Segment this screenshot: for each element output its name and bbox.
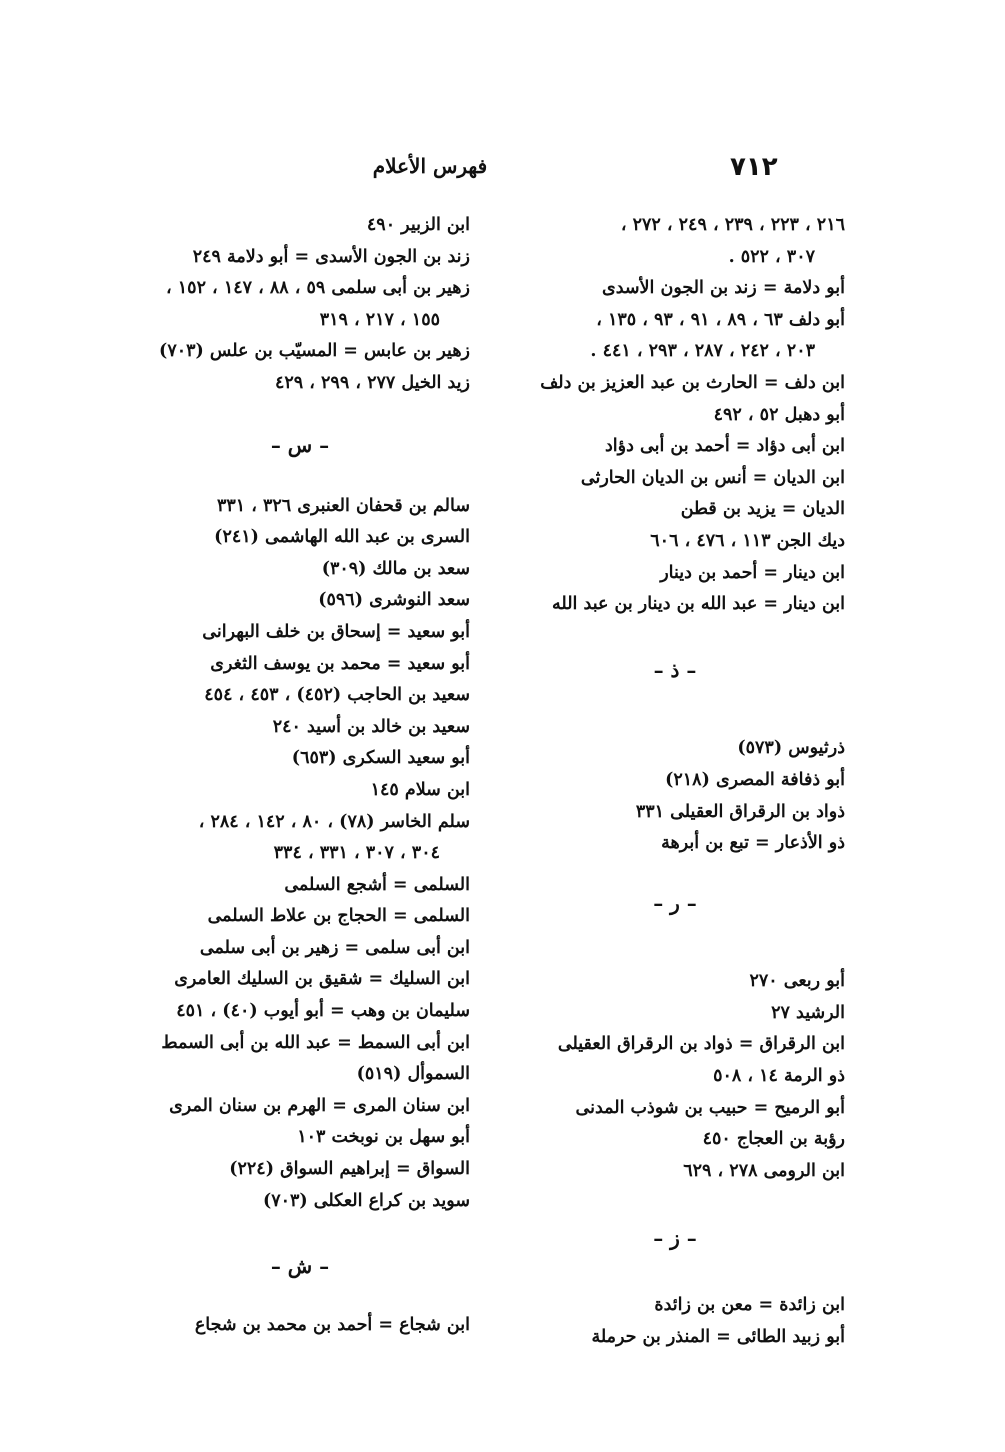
index-entry: السلمى = الحجاج بن علاط السلمى [207,906,470,927]
index-entry: سليمان بن وهب = أبو أيوب (٤٠) ، ٤٥١ [176,1001,470,1022]
page-header [0,152,1005,192]
index-entry: ابن دينار = عبد الله بن دينار بن عبد الله [552,594,845,615]
index-entry: ابن زائدة = معن بن زائدة [654,1295,845,1316]
index-entry-continuation: ٣٠٧ ، ٥٢٢ . [728,246,815,267]
index-column-left [130,210,470,1342]
index-entry: أبو الرميح = حبيب بن شوذب المدنى [575,1097,845,1118]
index-entry: ابن دلف = الحارث بن عبد العزيز بن دلف [540,372,845,393]
section-heading-shin: – ش – [270,1254,330,1279]
index-entry: ابن السليك = شقيق بن السليك العامرى [174,969,470,990]
index-entry-continuation: ٢٠٣ ، ٢٤٢ ، ٢٨٧ ، ٢٩٣ ، ٤٤١ . [590,341,815,362]
index-entry: سلم الخاسر (٧٨) ، ٨٠ ، ١٤٢ ، ٢٨٤ ، [198,811,470,832]
index-entry: أبو سعيد السكرى (٦٥٣) [291,748,470,769]
section-heading-sin: – س – [270,432,330,457]
index-entry: ابن الديان = أنس بن الديان الحارثى [580,467,845,488]
section-heading-ra: – ر – [653,890,697,915]
index-entry: سالم بن قحفان العنبرى ٣٢٦ ، ٣٣١ [216,495,470,516]
index-entry: ابن دينار = أحمد بن دينار [660,562,845,583]
index-entry: زهير بن أبى سلمى ٥٩ ، ٨٨ ، ١٤٧ ، ١٥٢ ، [166,278,470,299]
index-entry: سويد بن كراع العكلى (٧٠٣) [262,1190,470,1211]
index-entry: ابن أبى سلمى = زهير بن أبى سلمى [199,937,470,958]
index-entry: ذو الأذعار = تبع بن أبرهة [661,833,845,854]
page-number: ٧١٢ [730,152,778,182]
index-entry: أبو دلامة = زند بن الجون الأسدى [602,278,845,299]
index-entry: سعيد بن الحاجب (٤٥٢) ، ٤٥٣ ، ٤٥٤ [204,685,470,706]
index-entry: أبو دهبل ٥٢ ، ٤٩٢ [713,404,845,425]
index-entry: ابن أبى دؤاد = أحمد بن أبى دؤاد [605,436,845,457]
index-entry: زيد الخيل ٢٧٧ ، ٢٩٩ ، ٤٢٩ [274,372,470,393]
index-entry: أبو سعيد = إسحاق بن خلف البهرانى [202,621,470,642]
index-entry: أبو دلف ٦٣ ، ٨٩ ، ٩١ ، ٩٣ ، ١٣٥ ، [596,309,845,330]
index-entry: ابن شجاع = أحمد بن محمد بن شجاع [194,1315,470,1336]
index-entry: ابن أبى السمط = عبد الله بن أبى السمط [161,1032,470,1053]
index-entry-continuation: ١٥٥ ، ٢١٧ ، ٣١٩ [319,309,440,330]
index-entry: أبو ربعى ٢٧٠ [749,971,845,992]
index-entry: سعد بن مالك (٣٠٩) [321,558,470,579]
index-entry: رؤبة بن العجاج ٤٥٠ [702,1129,845,1150]
index-entry: ديك الجن ١١٣ ، ٤٧٦ ، ٦٠٦ [650,530,845,551]
index-entry: ابن سلام ١٤٥ [370,779,470,800]
index-entry: الرشيد ٢٧ [771,1002,845,1023]
index-entry: السلمى = أشجع السلمى [284,874,470,895]
index-entry: أبو زبيد الطائى = المنذر بن حرملة [591,1327,845,1348]
index-entry: زند بن الجون الأسدى = أبو دلامة ٢٤٩ [192,246,470,267]
index-entry: ابن سنان المرى = الهرم بن سنان المرى [169,1095,470,1116]
index-entry: ابن الرومى ٢٧٨ ، ٦٢٩ [683,1160,845,1181]
section-heading-dhal: – ذ – [653,657,697,682]
index-entry: ابن الزبير ٤٩٠ [366,215,470,235]
index-entry: السموأل (٥١٩) [356,1064,470,1085]
index-entry: ذو الرمة ١٤ ، ٥٠٨ [713,1066,845,1087]
index-entry: سعد النوشرى (٥٩٦) [318,590,470,611]
index-entry: ذواد بن الرقراق العقيلى ٣٣١ [635,801,845,822]
index-entry: أبو سعيد = محمد بن يوسف الثغرى [210,653,470,674]
index-entry: ابن الرقراق = ذواد بن الرقراق العقيلى [557,1034,845,1055]
index-entry: زهير بن عابس = المسيّب بن علس (٧٠٣) [159,341,470,362]
section-heading-zay: – ز – [653,1226,697,1251]
index-entry: الديان = يزيد بن قطن [680,499,845,520]
index-entry: السواق = إبراهيم السواق (٢٢٤) [229,1159,470,1180]
index-entry: السرى بن عبد الله الهاشمى (٢٤١) [214,527,470,548]
index-entry: ذرثيوس (٥٧٣) [737,738,845,759]
index-entry: سعيد بن خالد بن أسيد ٢٤٠ [272,716,470,737]
index-entry-continuation: ٣٠٤ ، ٣٠٧ ، ٣٣١ ، ٣٣٤ [273,843,440,864]
page-title: فهرس الأعلام [372,154,488,178]
index-column-right [505,210,845,1354]
index-entry: ٢١٦ ، ٢٢٣ ، ٢٣٩ ، ٢٤٩ ، ٢٧٢ ، [620,215,845,235]
index-entry: أبو سهل بن نوبخت ١٠٣ [297,1127,470,1148]
index-entry: أبو ذفافة المصرى (٢١٨) [665,769,845,790]
